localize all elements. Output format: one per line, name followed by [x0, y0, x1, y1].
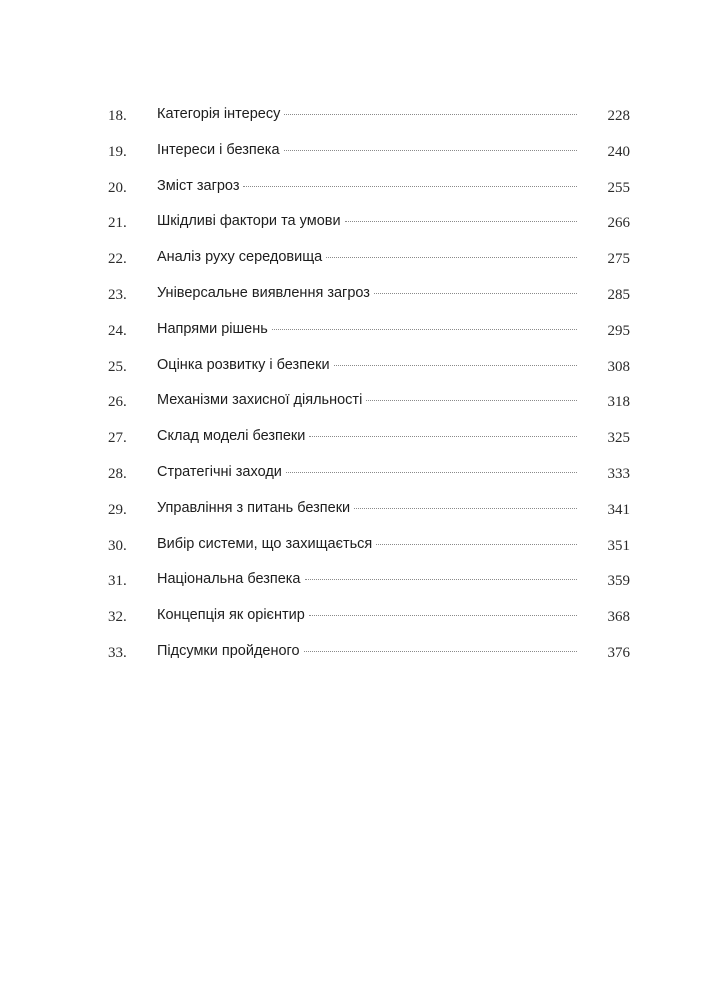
toc-entry	[0, 458, 728, 494]
toc-entry-page-number: 318	[607, 394, 630, 411]
toc-entry-title: Управління з питань безпеки	[157, 499, 351, 516]
toc-entry-number: 19.	[108, 143, 127, 160]
toc-entry-title: Підсумки пройденого	[157, 642, 300, 659]
toc-entry-page-number: 285	[607, 286, 630, 303]
toc-entry-number: 22.	[108, 251, 127, 268]
toc-entry-page-number: 266	[607, 215, 630, 232]
dot-leader	[376, 543, 577, 545]
dot-leader	[366, 399, 577, 401]
toc-entry-title: Оцінка розвитку і безпеки	[157, 356, 330, 373]
toc-entry-title: Вибір системи, що захищається	[157, 535, 373, 552]
toc-entry-number: 24.	[108, 322, 127, 339]
toc-entry-title: Категорія інтересу	[157, 106, 281, 122]
toc-entry-title: Склад моделі безпеки	[157, 428, 306, 445]
toc-entry-number: 23.	[108, 286, 127, 303]
toc-entry	[0, 565, 728, 601]
toc-entry-title-line	[157, 464, 577, 480]
toc-entry-page-number: 325	[607, 430, 630, 447]
toc-entry-page-number: 255	[607, 179, 630, 196]
toc-entry	[0, 351, 728, 387]
toc-entry-page-number: 228	[607, 108, 630, 124]
toc-entry	[0, 279, 728, 315]
toc-entry-title: Інтереси і безпека	[157, 141, 280, 158]
toc-entry	[0, 315, 728, 351]
toc-entry-number: 26.	[108, 394, 127, 411]
dot-leader	[272, 328, 577, 330]
toc-entry-title-line	[157, 285, 577, 301]
toc-entry-title: Концепція як орієнтир	[157, 607, 305, 624]
toc-entry	[0, 207, 728, 243]
toc-entry-number: 27.	[108, 430, 127, 447]
toc-entry-title-line	[157, 142, 577, 158]
toc-entry	[0, 530, 728, 566]
toc-entry-number: 28.	[108, 465, 127, 482]
toc-entry	[0, 172, 728, 208]
toc-entry	[0, 637, 728, 673]
toc-entry-title: Аналіз руху середовища	[157, 249, 323, 266]
toc-entry	[0, 100, 728, 136]
toc-entry-number: 33.	[108, 644, 127, 661]
toc-entry-page-number: 240	[607, 143, 630, 160]
toc-entry-number: 29.	[108, 501, 127, 518]
toc-entry-title-line	[157, 607, 577, 623]
toc-entry-page-number: 333	[607, 465, 630, 482]
toc-entry-number: 21.	[108, 215, 127, 232]
toc-entry-page-number: 359	[607, 573, 630, 590]
toc-entry-title-line	[157, 571, 577, 587]
toc-entry-page-number: 295	[607, 322, 630, 339]
dot-leader	[326, 256, 577, 258]
dot-leader	[286, 471, 577, 473]
toc-entry-title: Механізми захисної діяльності	[157, 392, 363, 409]
toc-entry	[0, 601, 728, 637]
toc-entry-number: 18.	[108, 108, 127, 124]
toc-entry-title-line	[157, 392, 577, 408]
toc-entry-title-line	[157, 500, 577, 516]
toc-entry-title: Шкідливі фактори та умови	[157, 213, 341, 230]
toc-entry-page-number: 351	[607, 537, 630, 554]
dot-leader	[334, 364, 577, 366]
toc-entry-number: 31.	[108, 573, 127, 590]
toc-entry-title-line	[157, 357, 577, 373]
toc-entry-page-number: 275	[607, 251, 630, 268]
table-of-contents	[0, 100, 728, 673]
toc-entry-title-line	[157, 321, 577, 337]
dot-leader	[374, 292, 577, 294]
toc-entry-title-line	[157, 643, 577, 659]
toc-entry	[0, 386, 728, 422]
toc-entry-page-number: 308	[607, 358, 630, 375]
toc-entry-title-line	[157, 213, 577, 229]
toc-entry	[0, 243, 728, 279]
dot-leader	[305, 578, 578, 580]
toc-entry-number: 25.	[108, 358, 127, 375]
toc-entry-title: Універсальне виявлення загроз	[157, 284, 370, 301]
toc-entry-title: Зміст загроз	[157, 177, 240, 194]
toc-entry-title-line	[157, 106, 577, 122]
toc-entry-number: 30.	[108, 537, 127, 554]
dot-leader	[284, 113, 577, 115]
toc-entry-title: Стратегічні заходи	[157, 463, 282, 480]
dot-leader	[309, 614, 577, 616]
toc-entry-number: 32.	[108, 609, 127, 626]
dot-leader	[309, 435, 577, 437]
toc-entry-title-line	[157, 178, 577, 194]
toc-entry-page-number: 368	[607, 609, 630, 626]
toc-entry-title-line	[157, 249, 577, 265]
toc-entry-title: Напрями рішень	[157, 320, 268, 337]
toc-entry	[0, 422, 728, 458]
toc-entry-title: Національна безпека	[157, 571, 301, 588]
dot-leader	[354, 507, 577, 509]
toc-entry-number: 20.	[108, 179, 127, 196]
dot-leader	[345, 220, 577, 222]
toc-entry-title-line	[157, 428, 577, 444]
toc-entry-page-number: 341	[607, 501, 630, 518]
dot-leader	[243, 185, 577, 187]
toc-entry-title-line	[157, 536, 577, 552]
dot-leader	[284, 149, 577, 151]
toc-entry-page-number: 376	[607, 644, 630, 661]
toc-entry	[0, 494, 728, 530]
dot-leader	[304, 650, 577, 652]
toc-entry	[0, 136, 728, 172]
